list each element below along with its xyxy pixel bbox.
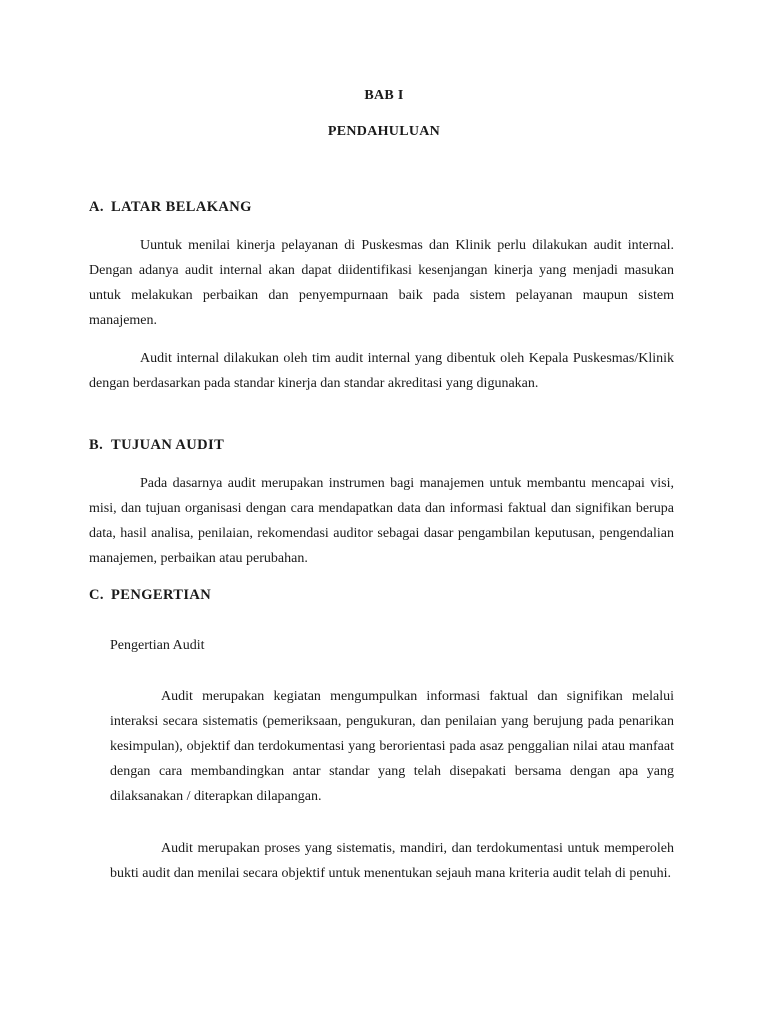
section-b-heading xyxy=(89,437,224,454)
section-c-paragraph-2: Audit merupakan proses yang sistematis, mandiri, dan terdokumentasi untuk memperoleh bukti audit dan menilai secara objektif untuk menentukan sejauh mana kriteria audit telah di penuhi. xyxy=(110,841,674,881)
section-c-letter: C. xyxy=(89,587,104,603)
section-c-heading xyxy=(89,587,211,604)
section-c-title: PENGERTIAN xyxy=(111,587,212,603)
chapter-title: PENDAHULUAN xyxy=(327,124,441,139)
section-c-paragraph-1: Audit merupakan kegiatan mengumpulkan informasi faktual dan signifikan melalui interaksi secara sistematis (pemeriksaan, pengukuran, dan penilaian yang berujung pada penarikan kesimpulan), objektif dan terdokumentasi yang berorientasi pada asaz penggalian nilai atau manfaat dengan cara membandingkan antar standar yang telah disepakati bersama dengan apa yang dilaksanakan / diterapkan dilapangan. xyxy=(110,689,674,804)
chapter-number: BAB I xyxy=(364,88,404,103)
section-b-title: TUJUAN AUDIT xyxy=(111,437,225,453)
section-a-paragraph-2: Audit internal dilakukan oleh tim audit internal yang dibentuk oleh Kepala Puskesmas/Klinik dengan berdasarkan pada standar kinerja dan standar akreditasi yang digunakan. xyxy=(89,351,674,391)
section-a-letter: A. xyxy=(89,199,104,215)
section-b-paragraph-1: Pada dasarnya audit merupakan instrumen bagi manajemen untuk membantu mencapai visi, misi, dan tujuan organisasi dengan cara mendapatkan data dan informasi faktual dan signifikan berupa data, hasil analisa, penilaian, rekomendasi auditor sebagai dasar pengambilan keputusan, pengendalian manajemen, perbaikan atau perubahan. xyxy=(89,476,674,566)
subheading-pengertian-audit: Pengertian Audit xyxy=(110,638,205,653)
section-a-paragraph-1: Uuntuk menilai kinerja pelayanan di Puskesmas dan Klinik perlu dilakukan audit internal. Dengan adanya audit internal akan dapat diidentifikasi kesenjangan kinerja yang menjadi masukan untuk melakukan perbaikan dan penyempurnaan baik pada sistem pelayanan maupun sistem manajemen. xyxy=(89,238,674,328)
section-a-title: LATAR BELAKANG xyxy=(111,199,252,215)
section-a-heading xyxy=(89,199,252,216)
section-b-letter: B. xyxy=(89,437,104,453)
